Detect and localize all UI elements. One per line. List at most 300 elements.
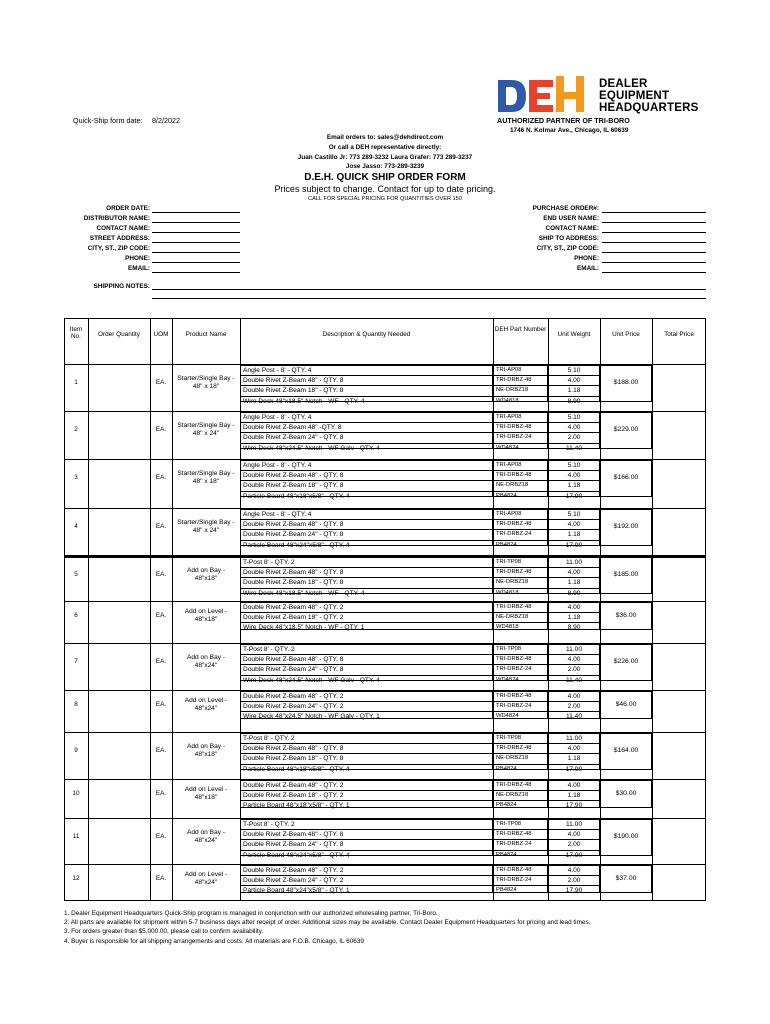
quickship-date: 8/2/2022 xyxy=(152,116,180,125)
product-name-line: 48"x24" xyxy=(194,837,218,845)
right-field-label-0: PURCHASE ORDER#: xyxy=(532,205,599,212)
footnote-4: 4. Buyer is responsible for all shipping arrangements and costs. All materials are F.O.B. Chicago, IL 60639 xyxy=(64,937,364,945)
left-field-label-0: ORDER DATE: xyxy=(106,205,150,212)
logo-word-2: EQUIPMENT xyxy=(599,90,670,102)
part-number-box xyxy=(493,865,548,893)
unit-weight: 4.00 xyxy=(549,567,599,577)
unit-price: $36.00 xyxy=(615,611,637,619)
product-name xyxy=(172,871,240,887)
unit-price: $164.00 xyxy=(613,747,639,755)
uom: EA. xyxy=(155,474,167,482)
uom: EA. xyxy=(155,833,167,841)
unit-price: $37.00 xyxy=(615,874,637,882)
unit-weight: 4.00 xyxy=(549,422,599,432)
unit-weight: 4.00 xyxy=(567,867,581,874)
part-number: TRI-DRBZ-24 xyxy=(494,875,547,885)
unit-weight: 2.00 xyxy=(549,839,599,849)
part-number: NE-DRBZ18 xyxy=(494,790,547,800)
product-name-line: 48"x18" xyxy=(194,793,218,801)
part-number: PB4824 xyxy=(494,491,547,501)
left-field-input-0[interactable] xyxy=(152,212,240,213)
unit-weight: 1.18 xyxy=(549,790,599,800)
deh-logo-mark xyxy=(496,74,588,114)
description-line: T-Post 8' - QTY. 2 xyxy=(243,646,295,653)
uom: EA. xyxy=(155,611,167,619)
th-product: Product Name xyxy=(185,331,227,338)
right-field-input-3[interactable] xyxy=(602,242,706,243)
unit-price-box xyxy=(600,644,652,681)
description-box xyxy=(240,733,493,773)
left-field-input-5[interactable] xyxy=(152,262,240,263)
product-name xyxy=(172,829,240,845)
item-no: 1 xyxy=(74,379,78,387)
description-box xyxy=(240,644,493,684)
unit-weight: 1.18 xyxy=(549,612,599,622)
part-number: TRI-DRBZ-24 xyxy=(494,432,547,442)
right-field-label-3: SHIP TO ADDRESS: xyxy=(538,235,599,242)
description-line: Angle Post - 8' - QTY. 4 xyxy=(243,414,312,421)
part-number: TRI-AP08 xyxy=(496,462,522,468)
weight-box xyxy=(548,509,600,549)
unit-price-box xyxy=(600,365,652,402)
part-number-box xyxy=(493,557,548,594)
right-field-label-6: EMAIL: xyxy=(576,265,599,272)
product-name-line: 48"x24" xyxy=(194,878,218,886)
description-box xyxy=(240,780,493,808)
product-name xyxy=(172,786,240,802)
product-name xyxy=(172,567,240,583)
unit-weight: 17.90 xyxy=(549,885,599,895)
part-number: WD4824 xyxy=(494,711,547,721)
description-line: Particle Board 48"x18"x5/8" - QTY. 4 xyxy=(241,764,492,774)
product-name-line: Starter/Single Bay - xyxy=(177,375,235,383)
left-field-label-3: STREET ADDRESS: xyxy=(89,235,150,242)
weight-box xyxy=(548,644,600,684)
right-field-input-2[interactable] xyxy=(602,232,706,233)
th-price: Unit Price xyxy=(612,331,640,338)
unit-price: $192.00 xyxy=(613,523,639,531)
description-line: T-Post 8' - QTY. 2 xyxy=(243,735,295,742)
part-number-box xyxy=(493,780,548,808)
unit-weight: 11.00 xyxy=(565,735,582,742)
description-line: Double Rivet Z-Beam 48" - QTY. 8 xyxy=(241,375,492,385)
description-line: Double Rivet Z-Beam 48" - QTY. 2 xyxy=(243,782,344,789)
item-no: 2 xyxy=(74,426,78,434)
shipping-notes-label: SHIPPING NOTES: xyxy=(93,283,150,290)
description-box xyxy=(240,819,493,859)
description-line: Double Rivet Z-Beam 48" - QTY. 8 xyxy=(241,470,492,480)
unit-price: $190.00 xyxy=(613,833,639,841)
part-number: WD4818 xyxy=(494,622,547,632)
unit-price-box xyxy=(600,780,652,808)
reps-line: Juan Castillo Jr: 773 289-3232 Laura Grafer: 773 289-3237 xyxy=(297,154,473,161)
description-line: Double Rivet Z-Beam 18" - QTY. 8 xyxy=(241,480,492,490)
item-no: 5 xyxy=(74,571,78,579)
part-number: PB4824 xyxy=(494,764,547,774)
part-number: TRI-DRBZ-48 xyxy=(496,867,532,873)
weight-box xyxy=(548,865,600,893)
weight-box xyxy=(548,412,600,452)
description-line: T-Post 8' - QTY. 2 xyxy=(243,559,295,566)
uom: EA. xyxy=(155,658,167,666)
description-box xyxy=(240,365,493,405)
product-name xyxy=(172,697,240,713)
item-no: 6 xyxy=(74,611,78,619)
description-line: Double Rivet Z-Beam 48" - QTY. 2 xyxy=(243,693,344,700)
right-field-input-4[interactable] xyxy=(602,252,706,253)
unit-price-box xyxy=(600,733,652,770)
description-line: Double Rivet Z-Beam 48" - QTY. 8 xyxy=(241,743,492,753)
deh-logo xyxy=(496,74,699,118)
part-number-box xyxy=(493,691,548,719)
unit-weight: 11.00 xyxy=(565,821,582,828)
description-line: Double Rivet Z-Beam 24" - QTY. 2 xyxy=(241,701,492,711)
part-number: TRI-DRBZ-24 xyxy=(494,664,547,674)
part-number: TRI-DRBZ-24 xyxy=(494,529,547,539)
th-desc: Description & Quantity Needed xyxy=(322,331,411,338)
left-field-label-1: DISTRIBUTOR NAME: xyxy=(83,215,150,222)
weight-box xyxy=(548,819,600,859)
description-box xyxy=(240,412,493,452)
part-number-box xyxy=(493,460,548,497)
part-number: TRI-DRBZ-48 xyxy=(494,829,547,839)
shipping-notes-line-2[interactable] xyxy=(152,298,706,299)
description-line: Particle Board 48"x18"x5/8" - QTY. 1 xyxy=(241,800,492,810)
product-name-line: Add on Bay - xyxy=(186,654,226,662)
left-field-input-6[interactable] xyxy=(152,272,240,273)
unit-weight: 2.00 xyxy=(549,664,599,674)
unit-price-box xyxy=(600,557,652,594)
table-col-divider xyxy=(652,318,653,901)
th-item: Item No. xyxy=(69,326,83,340)
description-line: Wire Deck 48"x24.5" Notch - WF Galv - QTY. 4 xyxy=(241,675,492,685)
part-number: TRI-DRBZ-48 xyxy=(496,604,532,610)
part-number: TRI-AP08 xyxy=(496,511,522,517)
part-number: TRI-TP08 xyxy=(496,646,522,652)
description-line: Wire Deck 48"x18.5" Notch - WF - QTY. 4 xyxy=(241,588,492,598)
product-name-line: 48"x18" xyxy=(194,615,218,623)
right-field-input-0[interactable] xyxy=(602,212,706,213)
unit-price: $30.00 xyxy=(615,789,637,797)
part-number: WD4824 xyxy=(494,675,547,685)
weight-box xyxy=(548,365,600,405)
product-name-line: Add on Bay - xyxy=(186,567,226,575)
unit-weight: 17.90 xyxy=(549,491,599,501)
description-line: Wire Deck 48"x24.5" Notch - WF Galv - QTY. 4 xyxy=(241,443,492,453)
description-line: Particle Board 48"x24"x5/8" - QTY. 4 xyxy=(241,540,492,550)
unit-weight: 17.90 xyxy=(549,540,599,550)
part-number: WD4824 xyxy=(494,443,547,453)
footnote-1: 1. Dealer Equipment Headquarters Quick-Ship program is managed in conjunction with our authorized wholesaling partner, Tri-Boro. xyxy=(64,910,438,917)
table-col-divider xyxy=(150,318,151,901)
product-name xyxy=(172,654,240,670)
unit-weight: 4.00 xyxy=(567,604,581,611)
item-no: 10 xyxy=(72,789,80,797)
product-name-line: 48" x 18" xyxy=(192,383,220,391)
description-line: Double Rivet Z-Beam 48" - QTY. 2 xyxy=(243,867,344,874)
shipping-notes-line-1[interactable] xyxy=(152,289,706,290)
part-number: WD4818 xyxy=(494,588,547,598)
left-field-label-4: CITY, ST., ZIP CODE: xyxy=(87,245,150,252)
part-number: TRI-DRBZ-48 xyxy=(494,567,547,577)
description-line: Double Rivet Z-Beam 18" - QTY. 8 xyxy=(241,577,492,587)
product-name-line: Add on Level - xyxy=(184,696,228,704)
description-line: Double Rivet Z-Beam 18" - QTY. 8 xyxy=(241,753,492,763)
right-field-label-5: PHONE: xyxy=(574,255,599,262)
description-line: Particle Board 48"x18"x5/8" - QTY. 4 xyxy=(241,491,492,501)
description-box xyxy=(240,691,493,719)
part-number: PB4824 xyxy=(494,540,547,550)
part-number-box xyxy=(493,644,548,681)
part-number-box xyxy=(493,733,548,770)
right-field-input-1[interactable] xyxy=(602,222,706,223)
unit-weight: 11.40 xyxy=(549,443,599,453)
uom: EA. xyxy=(155,789,167,797)
part-number: TRI-TP08 xyxy=(496,735,522,741)
part-number: PB4824 xyxy=(494,800,547,810)
part-number: TRI-DRBZ-48 xyxy=(496,693,532,699)
description-line: Double Rivet Z-Beam 48" - QTY. 8 xyxy=(241,567,492,577)
right-field-input-5[interactable] xyxy=(602,262,706,263)
unit-price-box xyxy=(600,509,652,546)
unit-weight: 2.00 xyxy=(549,701,599,711)
unit-price: $229.00 xyxy=(613,426,639,434)
uom: EA. xyxy=(155,426,167,434)
weight-box xyxy=(548,602,600,630)
unit-price: $226.00 xyxy=(613,658,639,666)
description-line: Particle Board 48"x24"x5/8" - QTY. 1 xyxy=(241,885,492,895)
product-name-line: Starter/Single Bay - xyxy=(177,519,235,527)
part-number: NE-DRBZ18 xyxy=(494,480,547,490)
unit-weight: 4.00 xyxy=(567,782,581,789)
unit-weight: 4.00 xyxy=(567,693,581,700)
description-line: Double Rivet Z-Beam 18" - QTY. 2 xyxy=(241,790,492,800)
unit-weight: 5.10 xyxy=(567,367,581,374)
partner-address: 1746 N. Kolmar Ave., Chicago, IL 60639 xyxy=(510,127,629,134)
description-line: Double Rivet Z-Beam 24" - QTY. 2 xyxy=(241,875,492,885)
weight-box xyxy=(548,691,600,719)
uom: EA. xyxy=(155,700,167,708)
unit-weight: 1.18 xyxy=(549,753,599,763)
part-number: TRI-DRBZ-48 xyxy=(494,519,547,529)
product-name-line: 48"x24" xyxy=(194,662,218,670)
description-box xyxy=(240,602,493,630)
description-box xyxy=(240,865,493,893)
product-name xyxy=(172,422,240,438)
unit-weight: 1.18 xyxy=(549,480,599,490)
description-line: Double Rivet Z-Beam 24" - QTY. 8 xyxy=(241,839,492,849)
description-box xyxy=(240,557,493,597)
left-field-input-2[interactable] xyxy=(152,232,240,233)
description-line: Angle Post - 8' - QTY. 4 xyxy=(243,462,312,469)
part-number: TRI-DRBZ-48 xyxy=(494,375,547,385)
quickship-label: Quick-Ship form date: xyxy=(73,116,143,125)
th-part: DEH Part Number xyxy=(494,326,547,333)
product-name-line: Add on Level - xyxy=(184,785,228,793)
part-number: TRI-DRBZ-48 xyxy=(496,782,532,788)
weight-box xyxy=(548,780,600,808)
part-number: WD4818 xyxy=(494,396,547,406)
description-line: Double Rivet Z-Beam 24" - QTY. 8 xyxy=(241,664,492,674)
weight-box xyxy=(548,733,600,773)
left-field-label-5: PHONE: xyxy=(125,255,150,262)
part-number: TRI-DRBZ-24 xyxy=(494,839,547,849)
right-field-label-1: END USER NAME: xyxy=(543,215,599,222)
product-name-line: 48"x18" xyxy=(194,575,218,583)
description-line: Angle Post - 8' - QTY. 4 xyxy=(243,367,312,374)
unit-weight: 8.90 xyxy=(549,588,599,598)
description-box xyxy=(240,460,493,500)
part-number-box xyxy=(493,365,548,402)
product-name xyxy=(172,519,240,535)
weight-box xyxy=(548,460,600,500)
product-name-line: 48" x 18" xyxy=(192,478,220,486)
left-field-label-6: EMAIL: xyxy=(127,265,150,272)
call-line: Or call a DEH representative directly: xyxy=(328,144,442,151)
unit-weight: 4.00 xyxy=(549,829,599,839)
description-line: Double Rivet Z-Beam 48" - QTY. 8 xyxy=(241,519,492,529)
uom: EA. xyxy=(155,747,167,755)
description-line: Particle Board 48"x24"x5/8" - QTY. 4 xyxy=(241,850,492,860)
description-line: Double Rivet Z-Beam 18" - QTY. 2 xyxy=(241,612,492,622)
description-line: Double Rivet Z-Beam 24" - QTY. 8 xyxy=(241,529,492,539)
product-name-line: 48"x18" xyxy=(194,751,218,759)
part-number: TRI-AP08 xyxy=(496,367,522,373)
unit-weight: 11.40 xyxy=(549,711,599,721)
product-name-line: Add on Level - xyxy=(184,870,228,878)
th-total: Total Price xyxy=(664,331,694,338)
part-number: TRI-DRBZ-48 xyxy=(494,743,547,753)
description-line: Double Rivet Z-Beam 48" -QTY. 8 xyxy=(241,422,492,432)
special-pricing-note: CALL FOR SPECIAL PRICING FOR QUANTITIES OVER 150 xyxy=(308,196,462,202)
unit-price-box xyxy=(600,865,652,893)
unit-weight: 11.40 xyxy=(549,675,599,685)
uom: EA. xyxy=(155,523,167,531)
unit-price-box xyxy=(600,460,652,497)
part-number-box xyxy=(493,819,548,856)
product-name-line: 48" x 24" xyxy=(192,527,220,535)
unit-weight: 17.90 xyxy=(549,850,599,860)
unit-weight: 1.18 xyxy=(549,385,599,395)
part-number: NE-DRBZ18 xyxy=(494,577,547,587)
item-no: 9 xyxy=(74,747,78,755)
part-number-box xyxy=(493,412,548,449)
description-line: Wire Deck 48"x18.5" Notch - WF - QTY. 1 xyxy=(241,622,492,632)
unit-weight: 4.00 xyxy=(549,375,599,385)
unit-price: $46.00 xyxy=(615,700,637,708)
part-number: TRI-DRBZ-48 xyxy=(494,654,547,664)
right-field-input-6[interactable] xyxy=(602,272,706,273)
unit-weight: 8.90 xyxy=(549,396,599,406)
unit-weight: 1.18 xyxy=(549,529,599,539)
product-name xyxy=(172,743,240,759)
table-col-divider xyxy=(88,318,89,901)
item-no: 4 xyxy=(74,523,78,531)
part-number: TRI-TP08 xyxy=(496,821,522,827)
logo-word-1: DEALER xyxy=(599,78,648,90)
part-number: TRI-TP08 xyxy=(496,559,522,565)
unit-price: $185.00 xyxy=(613,571,639,579)
unit-weight: 2.00 xyxy=(549,432,599,442)
product-name-line: Add on Bay - xyxy=(186,829,226,837)
part-number: NE-DRBZ18 xyxy=(494,612,547,622)
product-name-line: Add on Level - xyxy=(184,607,228,615)
product-name-line: 48"x24" xyxy=(194,704,218,712)
item-no: 8 xyxy=(74,700,78,708)
rep3-line: Jose Jasso: 773-289-3239 xyxy=(345,163,425,170)
th-uom: UOM xyxy=(153,331,169,338)
description-line: Double Rivet Z-Beam 48" - QTY. 2 xyxy=(243,604,344,611)
weight-box xyxy=(548,557,600,597)
part-number: TRI-DRBZ-24 xyxy=(494,701,547,711)
uom: EA. xyxy=(155,571,167,579)
product-name-line: Starter/Single Bay - xyxy=(177,470,235,478)
unit-weight: 11.00 xyxy=(565,559,582,566)
unit-price-box xyxy=(600,602,652,630)
unit-weight: 5.10 xyxy=(567,511,581,518)
left-field-input-1[interactable] xyxy=(152,222,240,223)
product-name-line: Starter/Single Bay - xyxy=(177,422,235,430)
unit-weight: 5.10 xyxy=(567,414,581,421)
page-title: D.E.H. QUICK SHIP ORDER FORM xyxy=(304,172,466,183)
product-name xyxy=(172,608,240,624)
product-name xyxy=(172,470,240,486)
description-line: T-Post 8' - QTY. 2 xyxy=(243,821,295,828)
product-name-line: Add on Bay - xyxy=(186,743,226,751)
uom: EA. xyxy=(155,874,167,882)
email-line: Email orders to: sales@dehdirect.com xyxy=(326,134,444,141)
left-field-input-4[interactable] xyxy=(152,252,240,253)
part-number: TRI-AP08 xyxy=(496,414,522,420)
left-field-label-2: CONTACT NAME: xyxy=(96,225,150,232)
product-name xyxy=(172,375,240,391)
footnote-2: 2. All parts are available for shipment within 5-7 business days after receipt of order. Additional sizes may be available. Contact Dealer Equipment Headquarters for pricing and lead times. xyxy=(64,919,591,927)
product-name-line: 48" x 24" xyxy=(192,430,220,438)
part-number: TRI-DRBZ-48 xyxy=(494,470,547,480)
item-no: 3 xyxy=(74,474,78,482)
part-number-box xyxy=(493,602,548,630)
unit-weight: 4.00 xyxy=(549,654,599,664)
left-field-input-3[interactable] xyxy=(152,242,240,243)
unit-weight: 2.00 xyxy=(549,875,599,885)
unit-weight: 4.00 xyxy=(549,519,599,529)
description-line: Double Rivet Z-Beam 48" - QTY. 8 xyxy=(241,654,492,664)
th-weight: Unit Weight xyxy=(557,331,591,338)
description-line: Angle Post - 8' - QTY. 4 xyxy=(243,511,312,518)
part-number: TRI-DRBZ-48 xyxy=(494,422,547,432)
part-number-box xyxy=(493,509,548,546)
description-box xyxy=(240,509,493,549)
uom: EA. xyxy=(155,379,167,387)
part-number: NE-DRBZ18 xyxy=(494,753,547,763)
part-number: PB4824 xyxy=(494,885,547,895)
description-line: Double Rivet Z-Beam 48" - QTY. 8 xyxy=(241,829,492,839)
unit-weight: 17.90 xyxy=(549,800,599,810)
part-number: NE-DRBZ18 xyxy=(494,385,547,395)
unit-weight: 4.00 xyxy=(549,743,599,753)
description-line: Double Rivet Z-Beam 18" - QTY. 8 xyxy=(241,385,492,395)
th-qty: Order Quantity xyxy=(98,331,140,338)
logo-word-3: HEADQUARTERS xyxy=(599,102,699,114)
partner-text: AUTHORIZED PARTNER OF TRI-BORO xyxy=(497,116,630,125)
description-line: Double Rivet Z-Beam 24" - QTY. 8 xyxy=(241,432,492,442)
item-no: 7 xyxy=(74,658,78,666)
description-line: Wire Deck 48"x24.5" Notch - WF Galv - QTY. 1 xyxy=(241,711,492,721)
unit-price-box xyxy=(600,412,652,449)
item-no: 12 xyxy=(72,874,80,882)
right-field-label-4: CITY, ST., ZIP CODE: xyxy=(536,245,599,252)
unit-weight: 4.00 xyxy=(549,470,599,480)
